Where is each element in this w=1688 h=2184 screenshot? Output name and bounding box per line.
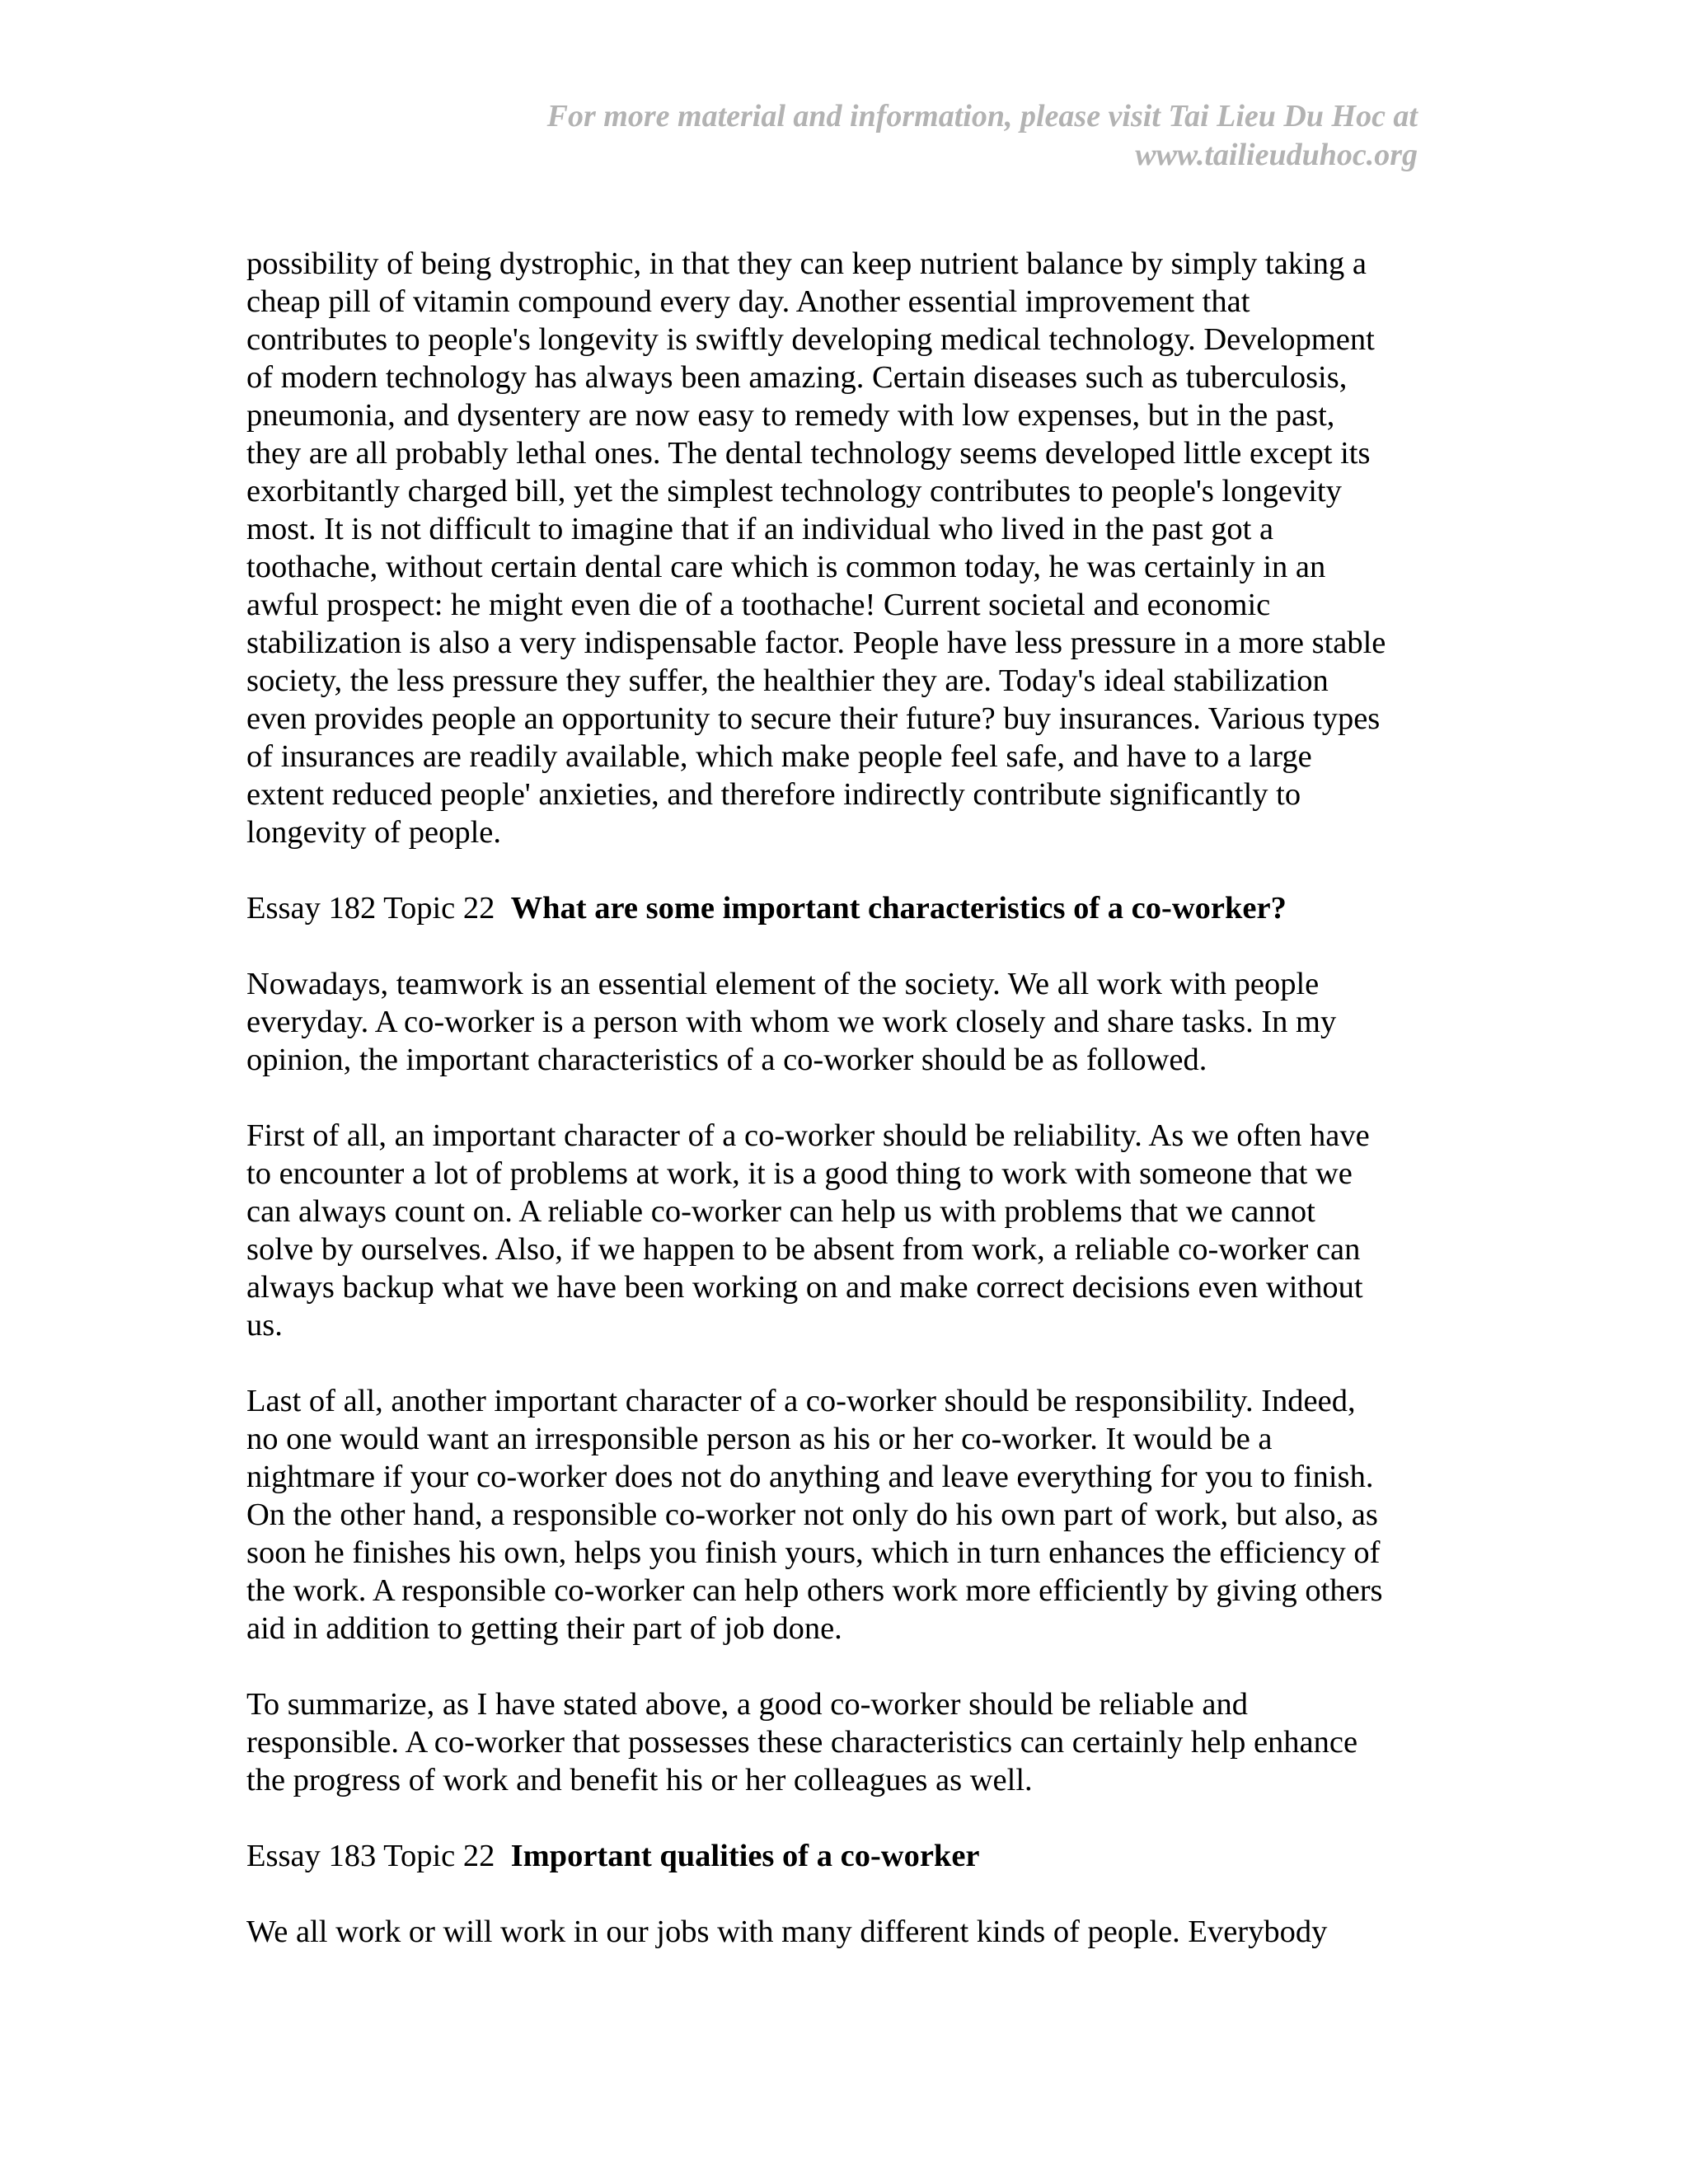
- text-line: society, the less pressure they suffer, the healthier they are. Today's ideal stabilization: [246, 663, 1329, 698]
- text-line: us.: [246, 1308, 283, 1343]
- intro-paragraph: [246, 245, 1425, 851]
- text-line: aid in addition to getting their part of job done.: [246, 1611, 842, 1646]
- text-line: they are all probably lethal ones. The dental technology seems developed little except its: [246, 436, 1371, 471]
- header-line: www.tailieuduhoc.org: [1135, 138, 1418, 172]
- essay-182-title: What are some important characteristics of a co-worker?: [510, 891, 1287, 926]
- text-line: nightmare if your co-worker does not do anything and leave everything for you to finish.: [246, 1460, 1374, 1494]
- essay-182-prefix: Essay 182 Topic 22: [246, 891, 495, 926]
- text-line: solve by ourselves. Also, if we happen to be absent from work, a reliable co-worker can: [246, 1232, 1361, 1267]
- text-line: awful prospect: he might even die of a toothache! Current societal and economic: [246, 588, 1271, 622]
- essay-182-paragraph-2: [246, 1117, 1425, 1344]
- text-line: of insurances are readily available, which make people feel safe, and have to a large: [246, 739, 1312, 774]
- text-line: First of all, an important character of a co-worker should be reliability. As we often have: [246, 1118, 1370, 1153]
- text-line: always backup what we have been working on and make correct decisions even without: [246, 1270, 1363, 1305]
- header-line: For more material and information, please visit Tai Lieu Du Hoc at: [546, 99, 1418, 134]
- text-line: Nowadays, teamwork is an essential element of the society. We all work with people: [246, 967, 1320, 1001]
- text-line: On the other hand, a responsible co-worker not only do his own part of work, but also, as: [246, 1497, 1378, 1532]
- text-line: To summarize, as I have stated above, a good co-worker should be reliable and: [246, 1687, 1248, 1722]
- essay-182-paragraph-3: [246, 1382, 1425, 1647]
- text-line: everyday. A co-worker is a person with whom we work closely and share tasks. In my: [246, 1005, 1337, 1039]
- text-line: to encounter a lot of problems at work, it is a good thing to work with someone that we: [246, 1156, 1353, 1191]
- text-line: exorbitantly charged bill, yet the simplest technology contributes to people's longevity: [246, 474, 1342, 509]
- page-header: [429, 97, 1418, 175]
- text-line: the progress of work and benefit his or her colleagues as well.: [246, 1763, 1033, 1797]
- essay-182-paragraph-4: [246, 1685, 1425, 1799]
- text-line: Last of all, another important character of a co-worker should be responsibility. Indeed,: [246, 1384, 1356, 1418]
- text-line: most. It is not difficult to imagine that if an individual who lived in the past got a: [246, 512, 1274, 546]
- document-body: [246, 245, 1425, 1989]
- text-line: even provides people an opportunity to secure their future? buy insurances. Various types: [246, 701, 1381, 736]
- text-line: opinion, the important characteristics of a co-worker should be as followed.: [246, 1043, 1207, 1077]
- text-line: cheap pill of vitamin compound every day. Another essential improvement that: [246, 284, 1250, 319]
- text-line: pneumonia, and dysentery are now easy to remedy with low expenses, but in the past,: [246, 398, 1335, 433]
- text-line: responsible. A co-worker that possesses these characteristics can certainly help enhance: [246, 1725, 1358, 1760]
- essay-183-heading: [246, 1837, 1425, 1875]
- text-line: no one would want an irresponsible person as his or her co-worker. It would be a: [246, 1422, 1273, 1456]
- text-line: contributes to people's longevity is swiftly developing medical technology. Development: [246, 322, 1375, 357]
- text-line: the work. A responsible co-worker can help others work more efficiently by giving others: [246, 1573, 1383, 1608]
- text-line: can always count on. A reliable co-worker can help us with problems that we cannot: [246, 1194, 1315, 1229]
- text-line: extent reduced people' anxieties, and therefore indirectly contribute significantly to: [246, 777, 1301, 812]
- text-line: longevity of people.: [246, 815, 501, 850]
- text-line: possibility of being dystrophic, in that they can keep nutrient balance by simply taking a: [246, 246, 1367, 281]
- essay-183-title: Important qualities of a co-worker: [510, 1839, 980, 1873]
- essay-182-paragraph-1: [246, 965, 1425, 1079]
- text-line: We all work or will work in our jobs with many different kinds of people. Everybody: [246, 1915, 1328, 1949]
- text-line: stabilization is also a very indispensable factor. People have less pressure in a more stable: [246, 626, 1386, 660]
- essay-182-heading: [246, 889, 1425, 927]
- text-line: soon he finishes his own, helps you finish yours, which in turn enhances the efficiency of: [246, 1535, 1381, 1570]
- essay-183-prefix: Essay 183 Topic 22: [246, 1839, 495, 1873]
- essay-183-paragraph-1: [246, 1913, 1425, 1951]
- text-line: of modern technology has always been amazing. Certain diseases such as tuberculosis,: [246, 360, 1348, 395]
- text-line: toothache, without certain dental care which is common today, he was certainly in an: [246, 550, 1326, 584]
